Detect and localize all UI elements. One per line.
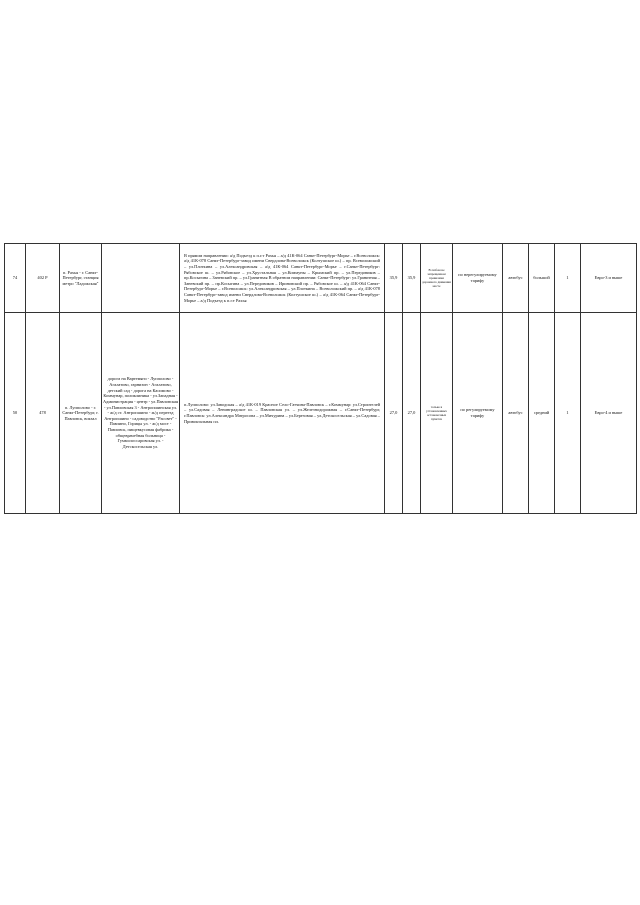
cell-row-number: 74 bbox=[5, 244, 26, 313]
cell-length-forward: 27,0 bbox=[385, 313, 403, 514]
cell-row-number: 50 bbox=[5, 313, 26, 514]
cell-route-number: 478 bbox=[26, 313, 60, 514]
cell-route-name: п. Лупполово - г. Санкт-Петербург, г. Павловск, вокзал bbox=[60, 313, 102, 514]
cell-streets: В прямом направлении: а/д Подъезд к п.г.т Рахья – а/д 41К-064 Санкт-Петербург-Морье – г.Всеволожск: а/д 41К-078 Санкт-Петербург-завод имени Свердлова-Всеволожск (Колтушское ш.) – пр. Всеволожский – ул.Плоткина – ул.Александровская – а/д 41К-064 Санкт-Петербург-Морье – г.Санкт-Петербург: Рябовское ш. – ул.Рябовское – ул.Хрустальная – ул.Коммуны – Крымский пр. – ул.Передовиков – пр.Косыгина – Заневский пр. – ул.Гранитная В обратном направлении: Санкт-Петербург: ул.Гранитная – Заневский пр. – пр.Косыгина – ул.Передовиков – Ириновский пр. – Рябовское ш. – а/д 41К-064 Санкт-Петербург-Морье – г.Всеволожск: ул.Александровская – ул.Плоткина – Всеволожский пр. – а/д 41К-078 Санкт-Петербург-завод имени Свердлова-Всеволожск (Колтушское ш.) – а/д 41К-064 Санкт-Петербург-Морье – а/д Подъезд к п.г.т Рахья bbox=[180, 244, 385, 313]
cell-stop-order: только в установленных остановочных пунктах bbox=[421, 313, 453, 514]
cell-stop-order: В любом не запрещенном правилами дорожного движения месте bbox=[421, 244, 453, 313]
cell-stops bbox=[102, 244, 180, 313]
cell-length-forward: 35,9 bbox=[385, 244, 403, 313]
cell-vehicle-class: большой bbox=[529, 244, 555, 313]
cell-length-backward: 27,0 bbox=[403, 313, 421, 514]
cell-tariff: по регулируемому тарифу bbox=[453, 313, 503, 514]
cell-eco-class: Евро-4 и выше bbox=[581, 313, 637, 514]
table-row bbox=[5, 313, 637, 514]
cell-vehicle-type: автобус bbox=[503, 313, 529, 514]
cell-vehicle-type: автобус bbox=[503, 244, 529, 313]
cell-route-name: п. Рахья - г. Санкт-Петербург, станция метро "Ладожская" bbox=[60, 244, 102, 313]
cell-streets: п.Лупполово: ул.Заводская – а/д 41К-019 Красное Село-Гатчина-Павловск – г.Коммунар: ул.Строителей – ул.Садовая – Ленинградское ш. – Павловская ул. – ул.Железнодорожная – г.Санкт-Петербург, г.Павловск: ул.Александра Матросова – ул.Мичурина – ул.Березовая – ул.Детскосельская – ул.Садовая – Привокзальная пл. bbox=[180, 313, 385, 514]
cell-vehicle-class: средний bbox=[529, 313, 555, 514]
cell-stops: дорога на Вартемяги - Лупполово - Агалатово, гарнизон - Агалатово, детский сад - дорога на Касимово - Коммунар, поликлиника - ул.Западная - Администрация - центр - ул.Павловская - ул.Павловская 3 - Антропшинская ул. - ж/д ст. Антропшино - ж/д переезд Антропшино - садоводство "Рассвет" - Павлино, Горицы ул. - ж/д мост - Павловск, пищевкусовая фабрика - общеврачебная больница - Гуммолоссаровская ул. - Детскосельская ул. bbox=[102, 313, 180, 514]
cell-route-number: 402 Р bbox=[26, 244, 60, 313]
cell-vehicle-count: 1 bbox=[555, 313, 581, 514]
cell-length-backward: 35,9 bbox=[403, 244, 421, 313]
cell-eco-class: Евро-3 и выше bbox=[581, 244, 637, 313]
table-row bbox=[5, 244, 637, 313]
cell-vehicle-count: 1 bbox=[555, 244, 581, 313]
cell-tariff: по нерегулируемому тарифу bbox=[453, 244, 503, 313]
routes-table bbox=[4, 243, 637, 514]
